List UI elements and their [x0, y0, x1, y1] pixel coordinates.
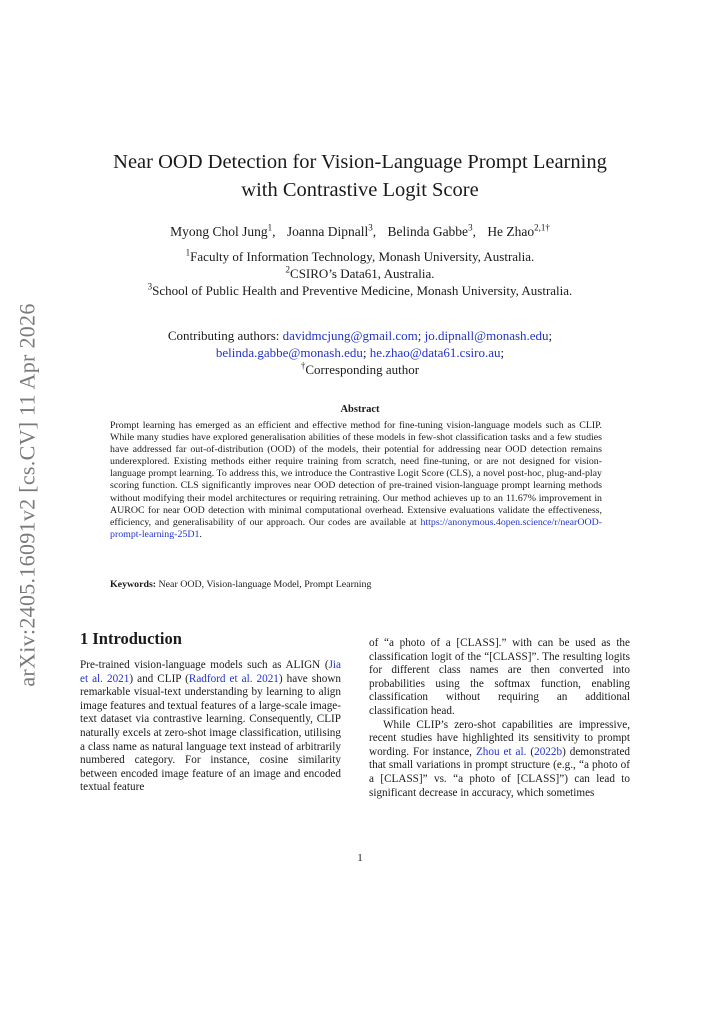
abstract-text: Prompt learning has emerged as an efficient and effective method for fine-tuning vision-language models such as CLIP. While many studies have explored generalisation abilities of these models in few-shot classification tasks and a few studies have addressed far out-of-distribution (OOD) of the models, their potential for addressing near OOD detection remains underexplored. Existing methods either require training from scratch, need fine-tuning, or are not designed for vision-language prompt learning. To address this, we introduce the Contrastive Logit Score (CLS), a novel post-hoc, plug-and-play scoring function. CLS significantly improves near OOD detection of pre-trained vision-language prompt learning methods without modifying their model architectures or requiring retraining. Our method achieves up to an 11.67% improvement in AUROC for near OOD detection with minimal computational overhead. Extensive evaluations validate the effectiveness, efficiency, and generalisability of our approach. Our codes are available at: [110, 420, 602, 528]
email-link-3[interactable]: belinda.gabbe@monash.edu: [215, 345, 363, 360]
contributing-label: Contributing authors:: [167, 328, 283, 343]
corresponding-mark: †: [300, 360, 306, 371]
title-line-1: Near OOD Detection for Vision-Language Prompt Learning: [113, 151, 607, 173]
author-1: Myong Chol Jung$^1$,: [170, 222, 276, 239]
keywords-label: Keywords:: [110, 579, 157, 590]
arxiv-id-text: arXiv:2405.16091v2 [cs.CV] 11 Apr 2026: [15, 303, 41, 687]
arxiv-identifier-stamp: [12, 296, 44, 694]
intro-left-column: [80, 659, 341, 795]
affiliation-1: $^1$Faculty of Information Technology, Monash University, Australia.: [185, 247, 535, 264]
author-list: [80, 223, 640, 241]
author-2: Joanna Dipnall$^3$,: [286, 222, 377, 239]
section-heading-introduction: 1 Introduction: [80, 629, 182, 648]
citation-zhou-year[interactable]: 2022b: [534, 745, 563, 758]
intro-paragraph-2: of “a photo of a [CLASS].” with can be used as the classification logit of the “[CLASS]”. The resulting logits for different class names are then converted into probabilities using the softmax function, enabling classification without requiring an additional classification head.: [369, 637, 630, 717]
citation-jia[interactable]: Jia et al. 2021: [80, 659, 341, 685]
email-link-4[interactable]: he.zhao@data61.csiro.au: [369, 345, 501, 360]
email-link-1[interactable]: davidmcjung@gmail.com: [282, 328, 418, 343]
intro-paragraph-1: Pre-trained vision-language models such as ALIGN (Jia et al. 2021) and CLIP (Radford et al. 2021) have shown remarkable visual-text understanding by learning to align image features and textual features of a large-scale image-text dataset via contrastive learning. Consequently, CLIP naturally excels at zero-shot image classification, utilising a class name as natural language text instead of arbitrarily numbered category. For instance, cosine similarity between encoded image feature of an image and encoded textual feature: [80, 659, 342, 794]
page-number: 1: [357, 852, 363, 864]
abstract-body: Prompt learning has emerged as an efficient and effective method for fine-tuning vision-language models such as CLIP. While many studies have explored generalisation abilities of these models in few-shot classification tasks and a few studies have addressed far out-of-distribution (OOD) of the models, their potential for addressing near OOD detection remains underexplored. Existing methods either require training from scratch, need fine-tuning, or are not designed for vision-language prompt learning. To address this, we introduce the Contrastive Logit Score (CLS), a novel post-hoc, plug-and-play scoring function. CLS significantly improves near OOD detection of pre-trained vision-language prompt learning methods without modifying their model architectures or requiring retraining. Our method achieves up to an 11.67% improvement in AUROC for near OOD detection with minimal computational overhead. Extensive evaluations validate the effectiveness, efficiency, and generalisability of our approach. Our codes are available at https://anonymous.4open.science/r/nearOOD-prompt-learning-25D1.: [110, 420, 602, 540]
keywords-list: Near OOD, Vision-language Model, Prompt Learning: [156, 579, 372, 590]
contributing-authors: Contributing authors: davidmcjung@gmail.com; jo.dipnall@monash.edu; belinda.gabbe@monash.edu; he.zhao@data61.csiro.au; †Corresponding author: [167, 328, 553, 377]
intro-paragraph-3: While CLIP’s zero-shot capabilities are impressive, recent studies have highlighted its sensitivity to prompt wording. For instance, Zhou et al. (2022b) demonstrated that small variations in prompt structure (e.g., “a photo of a [CLASS]” vs. “a photo of [CLASS]”) can lead to significant decrease in accuracy, which sometimes: [369, 718, 631, 799]
affiliation-2: $^2$CSIRO’s Data61, Australia.: [285, 264, 435, 281]
citation-zhou[interactable]: Zhou et al.: [475, 745, 527, 758]
keywords: [110, 579, 602, 591]
code-repository-link[interactable]: https://anonymous.4open.science/r/nearOOD-prompt-learning-25D1: [110, 516, 602, 540]
corresponding-author-note: Corresponding author: [305, 362, 420, 377]
abstract-heading: Abstract: [340, 404, 380, 415]
title-line-2: with Contrastive Logit Score: [241, 179, 479, 201]
citation-radford[interactable]: Radford et al. 2021: [188, 672, 279, 685]
affiliation-3: $^3$School of Public Health and Preventive Medicine, Monash University, Australia.: [147, 281, 573, 298]
intro-right-column: [369, 637, 630, 800]
author-4: He Zhao$^{2,1\dagger}$: [487, 222, 550, 239]
affiliations: [80, 248, 640, 299]
paper-title: [80, 148, 640, 204]
author-3: Belinda Gabbe$^3$,: [387, 222, 476, 239]
email-link-2[interactable]: jo.dipnall@monash.edu: [424, 328, 549, 343]
